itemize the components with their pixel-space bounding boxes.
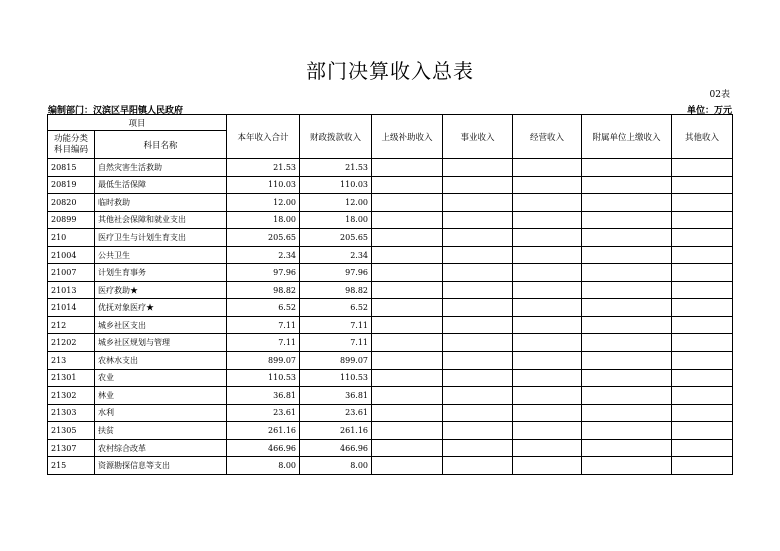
- table-row: [48, 176, 733, 194]
- cell-code: 21303: [48, 404, 95, 422]
- table-row: [48, 422, 733, 440]
- cell-other: [672, 316, 733, 334]
- cell-superior: [372, 211, 443, 229]
- cell-name: 自然灾害生活救助: [95, 159, 227, 177]
- header-name: 科目名称: [95, 131, 227, 159]
- header-business: 事业收入: [443, 115, 513, 159]
- cell-name: 农村综合改革: [95, 439, 227, 457]
- cell-other: [672, 439, 733, 457]
- cell-affiliated: [582, 299, 672, 317]
- cell-fiscal: 98.82: [300, 281, 372, 299]
- table-row: [48, 229, 733, 247]
- cell-other: [672, 159, 733, 177]
- cell-name: 资源勘探信息等支出: [95, 457, 227, 475]
- cell-code: 21302: [48, 387, 95, 405]
- cell-other: [672, 387, 733, 405]
- cell-superior: [372, 334, 443, 352]
- table-row: [48, 316, 733, 334]
- cell-fiscal: 110.03: [300, 176, 372, 194]
- cell-name: 扶贫: [95, 422, 227, 440]
- cell-other: [672, 352, 733, 370]
- cell-total: 205.65: [227, 229, 300, 247]
- cell-operating: [513, 404, 582, 422]
- cell-total: 8.00: [227, 457, 300, 475]
- header-operating: 经营收入: [513, 115, 582, 159]
- cell-fiscal: 261.16: [300, 422, 372, 440]
- cell-fiscal: 7.11: [300, 334, 372, 352]
- cell-total: 2.34: [227, 246, 300, 264]
- cell-fiscal: 205.65: [300, 229, 372, 247]
- cell-fiscal: 899.07: [300, 352, 372, 370]
- cell-superior: [372, 176, 443, 194]
- cell-business: [443, 422, 513, 440]
- cell-superior: [372, 422, 443, 440]
- cell-superior: [372, 387, 443, 405]
- cell-code: 213: [48, 352, 95, 370]
- cell-name: 城乡社区规划与管理: [95, 334, 227, 352]
- cell-business: [443, 334, 513, 352]
- header-code-line2: 科目编码: [53, 144, 88, 155]
- table-row: [48, 211, 733, 229]
- cell-affiliated: [582, 387, 672, 405]
- cell-business: [443, 176, 513, 194]
- cell-business: [443, 369, 513, 387]
- cell-operating: [513, 194, 582, 212]
- cell-name: 农林水支出: [95, 352, 227, 370]
- cell-code: 20815: [48, 159, 95, 177]
- cell-business: [443, 229, 513, 247]
- header-code: [48, 131, 95, 159]
- cell-operating: [513, 211, 582, 229]
- cell-operating: [513, 316, 582, 334]
- cell-code: 21307: [48, 439, 95, 457]
- cell-other: [672, 264, 733, 282]
- header-other: 其他收入: [672, 115, 733, 159]
- cell-other: [672, 457, 733, 475]
- cell-fiscal: 8.00: [300, 457, 372, 475]
- cell-fiscal: 18.00: [300, 211, 372, 229]
- cell-other: [672, 422, 733, 440]
- cell-fiscal: 2.34: [300, 246, 372, 264]
- cell-other: [672, 194, 733, 212]
- table-row: [48, 369, 733, 387]
- cell-fiscal: 466.96: [300, 439, 372, 457]
- cell-business: [443, 387, 513, 405]
- cell-affiliated: [582, 246, 672, 264]
- cell-affiliated: [582, 176, 672, 194]
- header-project: 项目: [48, 115, 227, 131]
- cell-business: [443, 194, 513, 212]
- table-row: [48, 334, 733, 352]
- table-row: [48, 352, 733, 370]
- cell-operating: [513, 334, 582, 352]
- table-body: [48, 159, 733, 475]
- cell-affiliated: [582, 159, 672, 177]
- cell-fiscal: 23.61: [300, 404, 372, 422]
- cell-business: [443, 404, 513, 422]
- cell-name: 农业: [95, 369, 227, 387]
- cell-code: 21007: [48, 264, 95, 282]
- cell-operating: [513, 264, 582, 282]
- cell-business: [443, 352, 513, 370]
- cell-business: [443, 246, 513, 264]
- cell-code: 21305: [48, 422, 95, 440]
- cell-operating: [513, 229, 582, 247]
- cell-operating: [513, 299, 582, 317]
- cell-superior: [372, 246, 443, 264]
- cell-affiliated: [582, 439, 672, 457]
- cell-total: 7.11: [227, 316, 300, 334]
- cell-name: 城乡社区支出: [95, 316, 227, 334]
- cell-total: 899.07: [227, 352, 300, 370]
- cell-operating: [513, 387, 582, 405]
- cell-affiliated: [582, 229, 672, 247]
- cell-superior: [372, 281, 443, 299]
- cell-other: [672, 299, 733, 317]
- table-row: [48, 159, 733, 177]
- cell-superior: [372, 404, 443, 422]
- table-row: [48, 457, 733, 475]
- cell-code: 21202: [48, 334, 95, 352]
- cell-total: 23.61: [227, 404, 300, 422]
- cell-total: 7.11: [227, 334, 300, 352]
- cell-business: [443, 159, 513, 177]
- cell-superior: [372, 299, 443, 317]
- cell-other: [672, 229, 733, 247]
- table-row: [48, 387, 733, 405]
- cell-code: 21004: [48, 246, 95, 264]
- cell-total: 110.53: [227, 369, 300, 387]
- header-code-line1: 功能分类: [53, 133, 88, 144]
- cell-operating: [513, 422, 582, 440]
- cell-affiliated: [582, 211, 672, 229]
- table-row: [48, 246, 733, 264]
- cell-business: [443, 316, 513, 334]
- cell-fiscal: 97.96: [300, 264, 372, 282]
- cell-fiscal: 110.53: [300, 369, 372, 387]
- cell-business: [443, 211, 513, 229]
- cell-affiliated: [582, 422, 672, 440]
- cell-fiscal: 21.53: [300, 159, 372, 177]
- cell-affiliated: [582, 334, 672, 352]
- cell-code: 20820: [48, 194, 95, 212]
- cell-total: 18.00: [227, 211, 300, 229]
- cell-business: [443, 299, 513, 317]
- cell-other: [672, 334, 733, 352]
- cell-business: [443, 457, 513, 475]
- cell-operating: [513, 369, 582, 387]
- cell-code: 20819: [48, 176, 95, 194]
- cell-total: 98.82: [227, 281, 300, 299]
- cell-business: [443, 264, 513, 282]
- cell-code: 210: [48, 229, 95, 247]
- cell-business: [443, 281, 513, 299]
- cell-affiliated: [582, 316, 672, 334]
- cell-superior: [372, 369, 443, 387]
- cell-operating: [513, 176, 582, 194]
- cell-other: [672, 211, 733, 229]
- page-title: 部门决算收入总表: [306, 59, 474, 83]
- header-fiscal: 财政拨款收入: [300, 115, 372, 159]
- cell-total: 466.96: [227, 439, 300, 457]
- table-row: [48, 281, 733, 299]
- cell-affiliated: [582, 264, 672, 282]
- department-label: 编制部门：汉滨区早阳镇人民政府: [48, 106, 184, 116]
- cell-name: 优抚对象医疗★: [95, 299, 227, 317]
- cell-affiliated: [582, 194, 672, 212]
- cell-superior: [372, 316, 443, 334]
- cell-superior: [372, 229, 443, 247]
- header-superior: 上级补助收入: [372, 115, 443, 159]
- table-row: [48, 439, 733, 457]
- cell-affiliated: [582, 457, 672, 475]
- table-row: [48, 404, 733, 422]
- cell-other: [672, 176, 733, 194]
- cell-name: 最低生活保障: [95, 176, 227, 194]
- cell-name: 林业: [95, 387, 227, 405]
- cell-affiliated: [582, 369, 672, 387]
- header-total: 本年收入合计: [227, 115, 300, 159]
- cell-other: [672, 281, 733, 299]
- cell-name: 水利: [95, 404, 227, 422]
- cell-superior: [372, 352, 443, 370]
- cell-code: 20899: [48, 211, 95, 229]
- cell-name: 医疗救助★: [95, 281, 227, 299]
- cell-fiscal: 7.11: [300, 316, 372, 334]
- revenue-table: [47, 114, 733, 475]
- cell-superior: [372, 457, 443, 475]
- cell-code: 21013: [48, 281, 95, 299]
- cell-code: 21014: [48, 299, 95, 317]
- cell-total: 97.96: [227, 264, 300, 282]
- cell-superior: [372, 159, 443, 177]
- table-row: [48, 299, 733, 317]
- cell-total: 110.03: [227, 176, 300, 194]
- cell-total: 12.00: [227, 194, 300, 212]
- cell-name: 临时救助: [95, 194, 227, 212]
- cell-total: 6.52: [227, 299, 300, 317]
- cell-affiliated: [582, 281, 672, 299]
- cell-superior: [372, 439, 443, 457]
- cell-affiliated: [582, 404, 672, 422]
- cell-operating: [513, 159, 582, 177]
- cell-business: [443, 439, 513, 457]
- header-affiliated: 附属单位上缴收入: [582, 115, 672, 159]
- table-row: [48, 264, 733, 282]
- cell-code: 21301: [48, 369, 95, 387]
- cell-total: 261.16: [227, 422, 300, 440]
- unit-label: 单位：万元: [686, 106, 732, 116]
- cell-superior: [372, 194, 443, 212]
- cell-other: [672, 404, 733, 422]
- cell-operating: [513, 439, 582, 457]
- cell-fiscal: 12.00: [300, 194, 372, 212]
- cell-name: 医疗卫生与计划生育支出: [95, 229, 227, 247]
- cell-operating: [513, 457, 582, 475]
- table-number: 02表: [709, 90, 730, 100]
- cell-other: [672, 246, 733, 264]
- cell-code: 215: [48, 457, 95, 475]
- cell-name: 公共卫生: [95, 246, 227, 264]
- cell-operating: [513, 281, 582, 299]
- cell-name: 其他社会保障和就业支出: [95, 211, 227, 229]
- table-row: [48, 194, 733, 212]
- cell-total: 21.53: [227, 159, 300, 177]
- cell-other: [672, 369, 733, 387]
- cell-affiliated: [582, 352, 672, 370]
- cell-fiscal: 36.81: [300, 387, 372, 405]
- cell-total: 36.81: [227, 387, 300, 405]
- cell-operating: [513, 246, 582, 264]
- cell-fiscal: 6.52: [300, 299, 372, 317]
- cell-superior: [372, 264, 443, 282]
- cell-operating: [513, 352, 582, 370]
- cell-name: 计划生育事务: [95, 264, 227, 282]
- cell-code: 212: [48, 316, 95, 334]
